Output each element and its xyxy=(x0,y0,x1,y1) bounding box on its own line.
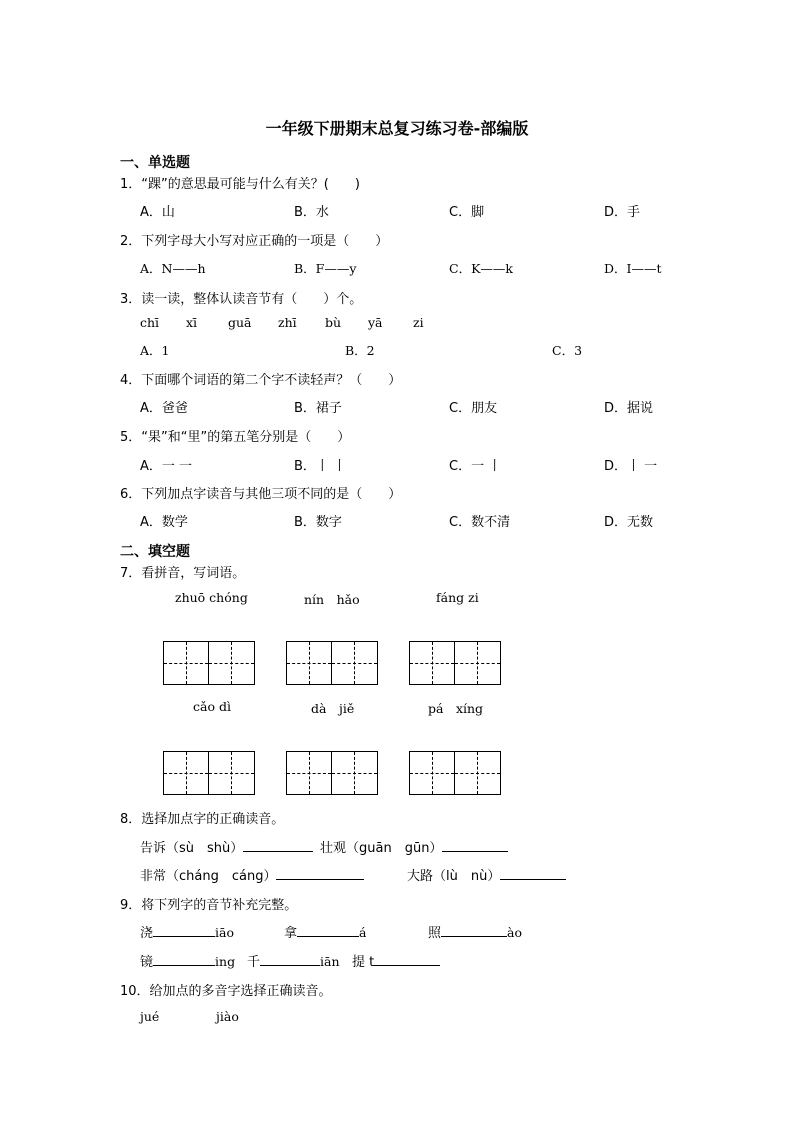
q9-item xyxy=(428,922,522,941)
q4-option-b[interactable]: B．裙子 xyxy=(294,401,342,416)
writing-grid[interactable] xyxy=(163,751,255,795)
q8-item-text: 非常（cháng cáng） xyxy=(140,869,277,884)
q7-pinyin: dà jiě xyxy=(311,701,355,716)
q9-ending: iāo xyxy=(215,925,234,940)
section-heading-fill-in: 二、填空题 xyxy=(120,544,190,560)
q10-reading: jiào xyxy=(216,1009,239,1024)
q8-item xyxy=(140,865,364,884)
q4-option-c[interactable]: C．朋友 xyxy=(449,401,498,416)
q4-option-a[interactable]: A．爸爸 xyxy=(140,401,188,416)
answer-blank[interactable] xyxy=(243,837,313,852)
q9-char: 照 xyxy=(428,926,442,941)
q2-option-d[interactable]: D．I——t xyxy=(604,261,662,276)
q5-option-d[interactable]: D．丨 一 xyxy=(604,459,658,474)
writing-grid[interactable] xyxy=(163,641,255,685)
q9-item xyxy=(352,951,440,970)
writing-grid[interactable] xyxy=(409,751,501,795)
q8-item xyxy=(140,837,313,856)
q9-char: 提 t xyxy=(352,955,375,970)
q3-syllable: guā xyxy=(228,315,252,330)
q9-ending: ing xyxy=(215,954,236,969)
q2-option-b[interactable]: B．F——y xyxy=(294,261,357,276)
q7-pinyin: cǎo dì xyxy=(193,699,231,714)
writing-grid[interactable] xyxy=(286,751,378,795)
q3-syllable: zi xyxy=(413,315,424,330)
q1-option-b[interactable]: B．水 xyxy=(294,205,329,220)
q6-option-c[interactable]: C．数不清 xyxy=(449,515,511,530)
q9-item xyxy=(140,951,235,970)
q3-option-a[interactable]: A．1 xyxy=(140,343,170,358)
q1-option-a[interactable]: A．山 xyxy=(140,205,175,220)
q3-syllable: zhī xyxy=(278,315,297,330)
q5-option-c[interactable]: C．一 丨 xyxy=(449,459,502,474)
q3-syllable: chī xyxy=(140,315,160,330)
q3-syllable: yā xyxy=(368,315,383,330)
q9-ending: á xyxy=(359,925,367,940)
q8-item-text: 壮观（guān gūn） xyxy=(320,841,443,856)
section-heading-single-choice: 一、单选题 xyxy=(120,155,190,171)
q9-item xyxy=(247,951,340,970)
q8-item-text: 大路（lù nù） xyxy=(407,869,501,884)
writing-grid[interactable] xyxy=(286,641,378,685)
question-4-stem: 4．下面哪个词语的第二个字不读轻声？（ ） xyxy=(120,373,402,388)
q1-option-d[interactable]: D．手 xyxy=(604,205,641,220)
q9-char: 千 xyxy=(247,955,261,970)
q9-ending: iān xyxy=(320,954,340,969)
question-5-stem: 5．“果”和“里”的第五笔分别是（ ） xyxy=(120,430,351,445)
question-8-stem: 8．选择加点字的正确读音。 xyxy=(120,812,285,827)
q7-pinyin: nín hǎo xyxy=(304,592,360,607)
question-7-stem: 7．看拼音，写词语。 xyxy=(120,566,246,581)
q4-option-d[interactable]: D．据说 xyxy=(604,401,654,416)
question-1-stem: 1．“踝”的意思最可能与什么有关？( ) xyxy=(120,177,360,192)
q9-item xyxy=(284,922,366,941)
answer-blank[interactable] xyxy=(374,951,440,966)
answer-blank[interactable] xyxy=(153,922,215,937)
question-2-stem: 2．下列字母大小写对应正确的一项是（ ） xyxy=(120,234,389,249)
question-3-stem: 3．读一读，整体认读音节有（ ）个。 xyxy=(120,292,363,307)
q10-reading: jué xyxy=(140,1009,160,1024)
question-9-stem: 9．将下列字的音节补充完整。 xyxy=(120,898,298,913)
q3-option-b[interactable]: B．2 xyxy=(345,343,375,358)
q7-pinyin: pá xíng xyxy=(428,701,484,716)
answer-blank[interactable] xyxy=(260,951,320,966)
q9-ending: ào xyxy=(507,925,522,940)
q7-pinyin: zhuō chóng xyxy=(175,590,248,605)
answer-blank[interactable] xyxy=(441,922,507,937)
page-title: 一年级下册期末总复习练习卷-部编版 xyxy=(265,119,529,138)
q6-option-b[interactable]: B．数字 xyxy=(294,515,342,530)
q3-syllable: xī xyxy=(186,315,198,330)
writing-grid[interactable] xyxy=(409,641,501,685)
answer-blank[interactable] xyxy=(297,922,359,937)
q5-option-a[interactable]: A．一 一 xyxy=(140,459,193,474)
question-10-stem: 10．给加点的多音字选择正确读音。 xyxy=(120,984,332,999)
question-6-stem: 6．下列加点字读音与其他三项不同的是（ ） xyxy=(120,487,402,502)
q1-option-c[interactable]: C．脚 xyxy=(449,205,485,220)
answer-blank[interactable] xyxy=(500,865,566,880)
answer-blank[interactable] xyxy=(276,865,364,880)
q8-item xyxy=(320,837,508,856)
q6-option-d[interactable]: D．无数 xyxy=(604,515,654,530)
q9-item xyxy=(140,922,234,941)
q8-item xyxy=(407,865,566,884)
q3-option-c[interactable]: C．3 xyxy=(552,343,583,358)
q9-char: 镜 xyxy=(140,955,154,970)
q6-option-a[interactable]: A．数学 xyxy=(140,515,188,530)
answer-blank[interactable] xyxy=(153,951,215,966)
q3-syllable: bù xyxy=(325,315,342,330)
q9-char: 拿 xyxy=(284,926,298,941)
q2-option-a[interactable]: A．N——h xyxy=(140,261,206,276)
answer-blank[interactable] xyxy=(442,837,508,852)
q8-item-text: 告诉（sù shù） xyxy=(140,841,244,856)
q7-pinyin: fáng zi xyxy=(436,590,479,605)
q2-option-c[interactable]: C．K——k xyxy=(449,261,513,276)
q9-char: 浇 xyxy=(140,926,154,941)
q5-option-b[interactable]: B．丨 丨 xyxy=(294,459,347,474)
